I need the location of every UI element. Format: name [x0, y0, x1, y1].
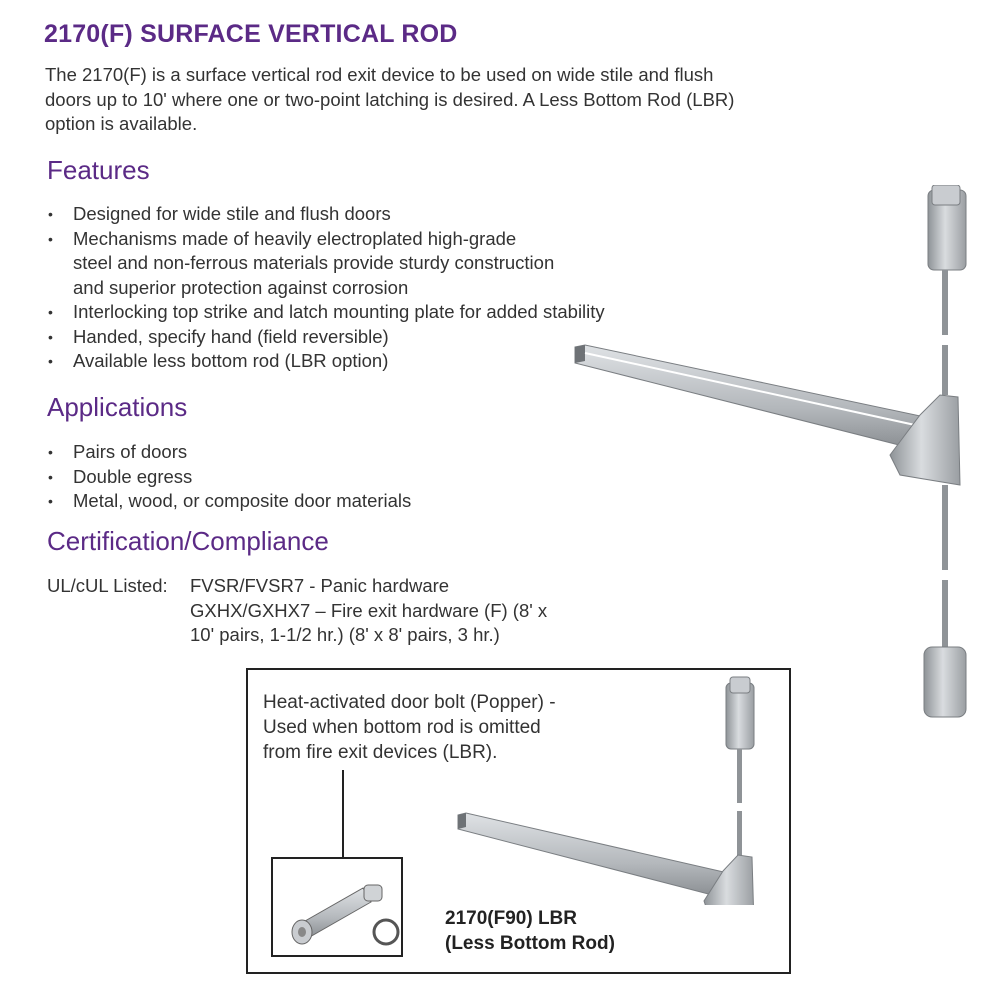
intro-line: doors up to 10' where one or two-point latching is desired. A Less Bottom Rod (LBR)	[45, 88, 735, 110]
list-item-line: and superior protection against corrosion	[73, 276, 409, 298]
applications-list	[48, 440, 411, 514]
certification-line: FVSR/FVSR7 - Panic hardware	[190, 575, 450, 596]
certification-label: UL/cUL Listed:	[47, 575, 168, 596]
list-item: • Designed for wide stile and flush doors	[48, 202, 605, 227]
intro-line: option is available.	[45, 113, 198, 134]
popper-illustration	[268, 770, 408, 960]
list-item: • Pairs of doors	[48, 440, 411, 465]
lbr-device-illustration	[448, 675, 768, 905]
list-item-line: Mechanisms made of heavily electroplated high-grade	[73, 227, 517, 249]
certification-lines	[190, 574, 590, 648]
exit-device-illustration	[560, 185, 980, 725]
features-heading: Features	[47, 155, 150, 185]
callout-line: Heat-activated door bolt (Popper) -	[263, 692, 556, 713]
caption-line: (Less Bottom Rod)	[445, 933, 615, 954]
intro-line: The 2170(F) is a surface vertical rod exit device to be used on wide stile and flush	[45, 64, 714, 85]
top-rod	[942, 270, 948, 395]
list-item: • Available less bottom rod (LBR option)	[48, 349, 605, 374]
lbr-caption	[445, 906, 615, 956]
list-item: • Double egress	[48, 465, 411, 490]
certification-heading: Certification/Compliance	[47, 526, 329, 556]
lbr-top-latch	[726, 677, 754, 749]
top-latch	[928, 185, 966, 270]
caption-line: 2170(F90) LBR	[445, 908, 577, 929]
page-title: 2170(F) SURFACE VERTICAL ROD	[44, 20, 458, 48]
certification-line: 10' pairs, 1-1/2 hr.) (8' x 8' pairs, 3 hr.)	[190, 624, 500, 645]
list-item: • Interlocking top strike and latch mounting plate for added stability	[48, 300, 605, 325]
callout-line: Used when bottom rod is omitted	[263, 717, 541, 738]
push-bar	[575, 345, 925, 449]
lbr-push-bar	[458, 813, 728, 897]
applications-heading: Applications	[47, 392, 188, 422]
certification-line: GXHX/GXHX7 – Fire exit hardware (F) (8' x	[190, 599, 548, 621]
bottom-latch	[924, 647, 966, 717]
features-list	[48, 202, 605, 374]
list-item: • Metal, wood, or composite door materials	[48, 489, 411, 514]
intro-paragraph	[45, 63, 845, 137]
callout-line: from fire exit devices (LBR).	[263, 742, 498, 763]
list-item	[48, 227, 605, 301]
lbr-callout-box	[246, 668, 791, 974]
list-item: • Handed, specify hand (field reversible)	[48, 325, 605, 350]
list-item-line: steel and non-ferrous materials provide sturdy construction	[73, 252, 555, 273]
